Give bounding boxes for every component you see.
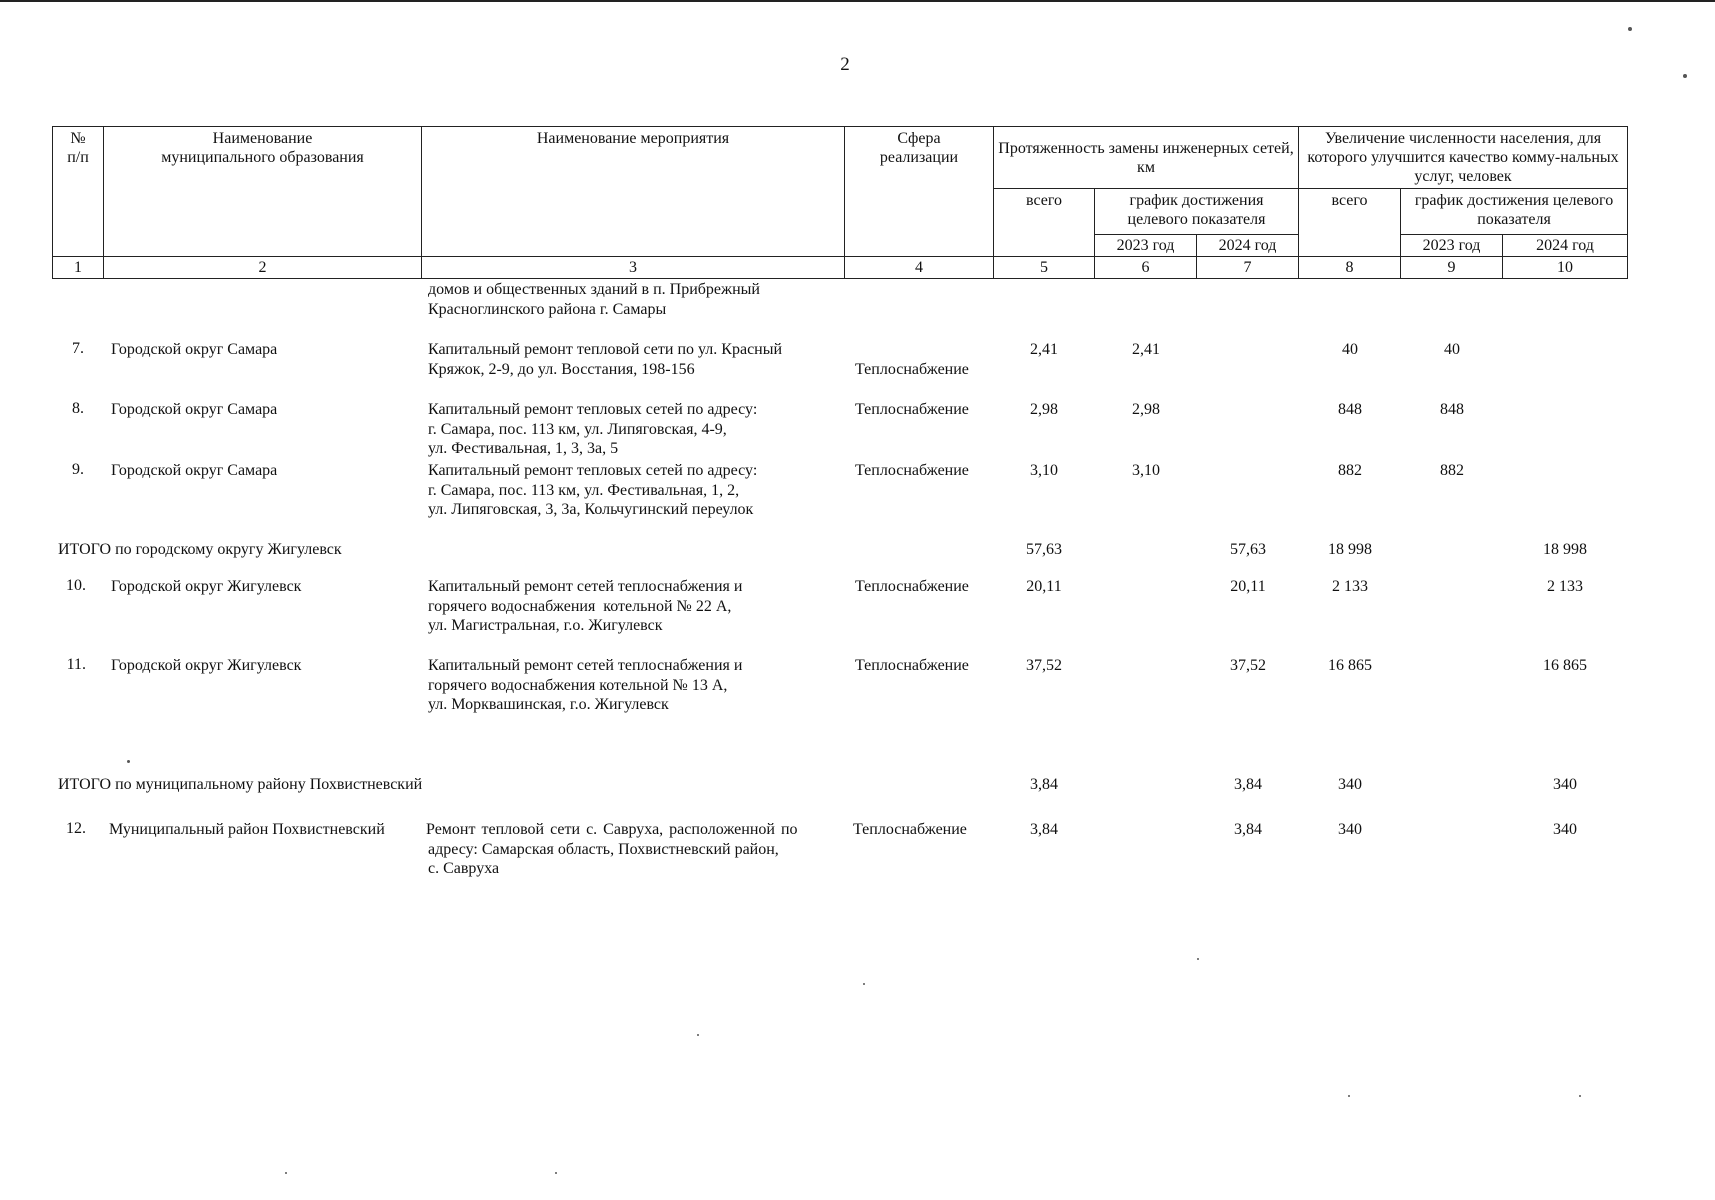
row-length-2023: 2,41 bbox=[1132, 341, 1160, 358]
scan-speck bbox=[127, 760, 130, 763]
header-length-2024: 2024 год bbox=[1197, 235, 1299, 257]
top-border-line bbox=[0, 0, 1715, 2]
header-population-2023: 2023 год bbox=[1401, 235, 1503, 257]
row-population-2023: 848 bbox=[1440, 401, 1464, 418]
row-municipality: Городской округ Самара bbox=[111, 462, 278, 479]
row-population-2024: 16 865 bbox=[1543, 657, 1587, 674]
column-number-10: 10 bbox=[1503, 257, 1628, 279]
row-number: 7. bbox=[72, 340, 84, 357]
column-number-5: 5 bbox=[994, 257, 1095, 279]
row-event: Капитальный ремонт тепловой сети по ул. Красный Кряжок, 2-9, до ул. Восстания, 198-156 bbox=[428, 341, 783, 378]
row-event: Капитальный ремонт тепловых сетей по адресу: г. Самара, пос. 113 км, ул. Фестивальная, 1, 2, ул. Липяговская, 3, 3а, Кольчугинский переулок bbox=[428, 462, 758, 518]
row-length-total: 3,84 bbox=[1030, 821, 1058, 838]
subtotal-length-2024: 3,84 bbox=[1234, 776, 1262, 793]
scan-speck bbox=[1348, 1095, 1350, 1097]
header-length-schedule: график достижения целевого показателя bbox=[1095, 189, 1299, 235]
row-municipality: Муниципальный район Похвистневский bbox=[109, 821, 385, 838]
column-number-7: 7 bbox=[1197, 257, 1299, 279]
column-number-1: 1 bbox=[53, 257, 104, 279]
subtotal-label: ИТОГО по городскому округу Жигулевск bbox=[58, 541, 342, 558]
column-number-8: 8 bbox=[1299, 257, 1401, 279]
header-col-event: Наименование мероприятия bbox=[422, 127, 845, 257]
row-sphere: Теплоснабжение bbox=[853, 821, 967, 838]
scan-speck bbox=[1579, 1095, 1581, 1097]
row-event-rest: адресу: Самарская область, Похвистневский район, с. Савруха bbox=[428, 840, 779, 877]
row-sphere: Теплоснабжение bbox=[855, 657, 969, 674]
row-sphere: Теплоснабжение bbox=[855, 361, 969, 378]
subtotal-population-total: 340 bbox=[1338, 776, 1362, 793]
column-number-9: 9 bbox=[1401, 257, 1503, 279]
row-municipality: Городской округ Самара bbox=[111, 401, 278, 418]
header-col-population: Увеличение численности населения, для которого улучшится качество комму-нальных услуг, человек bbox=[1299, 127, 1628, 189]
row-sphere: Теплоснабжение bbox=[855, 578, 969, 595]
header-col-length: Протяженность замены инженерных сетей, км bbox=[994, 127, 1299, 189]
header-population-total: всего bbox=[1299, 189, 1401, 257]
row-population-total: 882 bbox=[1338, 462, 1362, 479]
row-length-total: 37,52 bbox=[1026, 657, 1062, 674]
header-length-2023: 2023 год bbox=[1095, 235, 1197, 257]
header-population-schedule: график достижения целевого показателя bbox=[1401, 189, 1628, 235]
row-length-2023: 2,98 bbox=[1132, 401, 1160, 418]
row-number: 8. bbox=[72, 400, 84, 417]
header-length-total: всего bbox=[994, 189, 1095, 257]
row-population-2024: 340 bbox=[1553, 821, 1577, 838]
header-table bbox=[52, 126, 1628, 279]
row-population-2023: 40 bbox=[1444, 341, 1460, 358]
row-length-2024: 37,52 bbox=[1230, 657, 1266, 674]
row-length-2024: 20,11 bbox=[1230, 578, 1266, 595]
column-number-4: 4 bbox=[845, 257, 994, 279]
row-event: Капитальный ремонт тепловых сетей по адресу: г. Самара, пос. 113 км, ул. Липяговская, 4-9, ул. Фестивальная, 1, 3, 3а, 5 bbox=[428, 401, 758, 457]
header-col-number: № п/п bbox=[53, 127, 104, 257]
row-event: Капитальный ремонт сетей теплоснабжения и горячего водоснабжения котельной № 22 А, ул. Магистральная, г.о. Жигулевск bbox=[428, 578, 743, 634]
scan-speck bbox=[863, 983, 865, 985]
row-population-total: 848 bbox=[1338, 401, 1362, 418]
scan-speck bbox=[1628, 27, 1632, 31]
row-number: 11. bbox=[66, 656, 86, 673]
row-sphere: Теплоснабжение bbox=[855, 401, 969, 418]
subtotal-length-2024: 57,63 bbox=[1230, 541, 1266, 558]
row-population-total: 2 133 bbox=[1332, 578, 1368, 595]
row-length-total: 2,98 bbox=[1030, 401, 1058, 418]
row-event-line1: Ремонт тепловой сети с. Савруха, расположенной по bbox=[426, 821, 798, 838]
row-municipality: Городской округ Жигулевск bbox=[111, 578, 302, 595]
scan-speck bbox=[555, 1172, 557, 1174]
header-col-sphere: Сфера реализации bbox=[845, 127, 994, 257]
row-population-2023: 882 bbox=[1440, 462, 1464, 479]
scan-speck bbox=[697, 1034, 699, 1036]
row-population-total: 340 bbox=[1338, 821, 1362, 838]
subtotal-length-total: 57,63 bbox=[1026, 541, 1062, 558]
row-length-total: 3,10 bbox=[1030, 462, 1058, 479]
row-population-2024: 2 133 bbox=[1547, 578, 1583, 595]
column-number-2: 2 bbox=[104, 257, 422, 279]
header-population-2024: 2024 год bbox=[1503, 235, 1628, 257]
row-event: Капитальный ремонт сетей теплоснабжения и горячего водоснабжения котельной № 13 А, ул. Морквашинская, г.о. Жигулевск bbox=[428, 657, 743, 713]
column-number-6: 6 bbox=[1095, 257, 1197, 279]
subtotal-population-total: 18 998 bbox=[1328, 541, 1372, 558]
column-number-3: 3 bbox=[422, 257, 845, 279]
row-length-total: 20,11 bbox=[1026, 578, 1062, 595]
row-population-total: 16 865 bbox=[1328, 657, 1372, 674]
header-col-municipality: Наименование муниципального образования bbox=[104, 127, 422, 257]
row-population-total: 40 bbox=[1342, 341, 1358, 358]
row-number: 9. bbox=[72, 461, 84, 478]
row-sphere: Теплоснабжение bbox=[855, 462, 969, 479]
row-number: 10. bbox=[66, 577, 86, 594]
row-municipality: Городской округ Самара bbox=[111, 341, 278, 358]
subtotal-population-2024: 340 bbox=[1553, 776, 1577, 793]
scan-speck bbox=[1683, 74, 1687, 78]
continuation-text: домов и общественных зданий в п. Прибрежный Красноглинского района г. Самары bbox=[428, 281, 760, 318]
row-length-2024: 3,84 bbox=[1234, 821, 1262, 838]
page-number: 2 bbox=[840, 54, 850, 75]
subtotal-label: ИТОГО по муниципальному району Похвистневский bbox=[58, 776, 423, 793]
scan-speck bbox=[1197, 958, 1199, 960]
row-length-2023: 3,10 bbox=[1132, 462, 1160, 479]
scan-speck bbox=[285, 1172, 287, 1174]
subtotal-length-total: 3,84 bbox=[1030, 776, 1058, 793]
row-municipality: Городской округ Жигулевск bbox=[111, 657, 302, 674]
row-length-total: 2,41 bbox=[1030, 341, 1058, 358]
row-number: 12. bbox=[66, 820, 86, 837]
subtotal-population-2024: 18 998 bbox=[1543, 541, 1587, 558]
